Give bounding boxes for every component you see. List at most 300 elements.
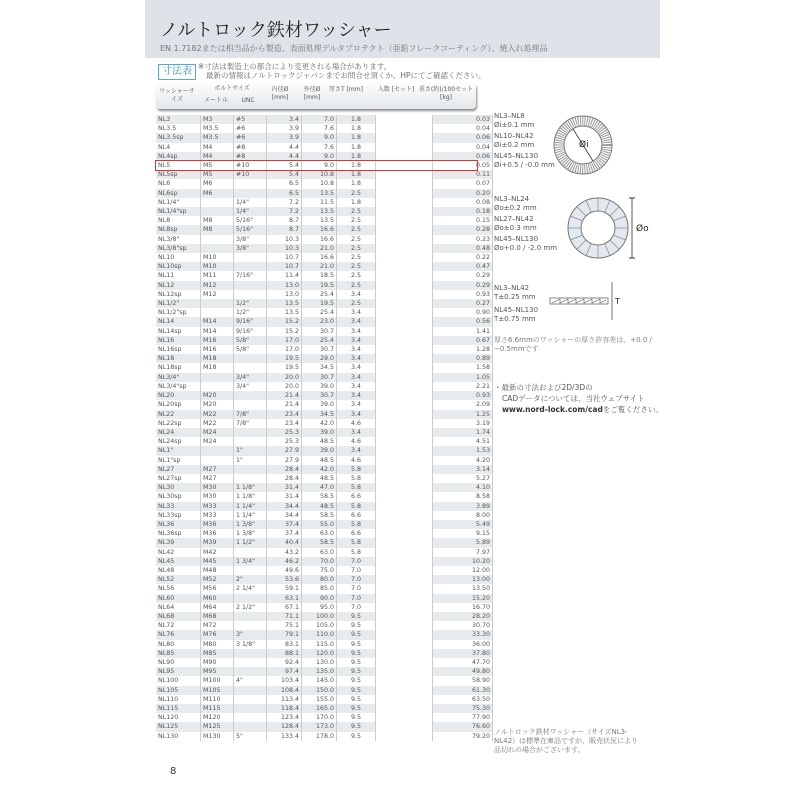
col-qty: 入数 [セット] (377, 86, 415, 93)
cad-note-line: ・最新の寸法および2D/3Dの (494, 383, 593, 392)
table-cell: 6.6 (337, 511, 376, 520)
table-cell (234, 189, 267, 198)
table-cell: 6.5 (267, 189, 302, 198)
table-cell: NL105 (156, 686, 201, 695)
table-cell (234, 667, 267, 676)
table-cell: NL1/2" (156, 299, 201, 308)
table-row (156, 317, 493, 326)
table-cell: M42 (201, 548, 234, 557)
table-cell: 7.6 (302, 143, 337, 152)
table-cell (234, 179, 267, 188)
table-row (156, 216, 493, 225)
table-cell: 135.0 (302, 667, 337, 676)
table-cell: 92.4 (267, 658, 302, 667)
table-cell: 79.1 (267, 630, 302, 639)
table-cell: M95 (201, 667, 234, 676)
table-cell: NL1" (156, 446, 201, 455)
table-cell: NL90 (156, 658, 201, 667)
table-cell: 7.2 (267, 207, 302, 216)
table-cell: 58.90 (433, 676, 493, 685)
table-cell: M20 (201, 400, 234, 409)
table-cell: 2 1/4" (234, 584, 267, 593)
table-row (156, 281, 493, 290)
tol-text: Øi+0.5 / -0.0 mm (494, 161, 555, 169)
table-cell: 0.06 (433, 133, 493, 142)
table-cell: M39 (201, 538, 234, 547)
table-cell (201, 373, 234, 382)
table-cell: 0.15 (433, 216, 493, 225)
table-cell: 1.58 (433, 363, 493, 372)
table-cell: 5.8 (337, 483, 376, 492)
tol-text: NL3–NL42 (494, 284, 530, 292)
table-cell: 103.4 (267, 676, 302, 685)
table-cell: 1/2" (234, 308, 267, 317)
table-cell: 13.0 (267, 290, 302, 299)
qty-cell (376, 456, 433, 465)
table-cell: 13.0 (267, 281, 302, 290)
qty-cell (376, 391, 433, 400)
table-cell: 88.1 (267, 649, 302, 658)
tol-text: Øo+0.0 / -2.0 mm (494, 244, 558, 252)
table-cell: M6 (201, 179, 234, 188)
table-row (156, 686, 493, 695)
table-cell: 19.5 (267, 363, 302, 372)
table-cell: 5" (234, 732, 267, 741)
table-cell: 20.0 (267, 373, 302, 382)
table-cell: 5.8 (337, 502, 376, 511)
table-cell: 33.30 (433, 630, 493, 639)
table-cell: 2.5 (337, 207, 376, 216)
table-cell: M52 (201, 575, 234, 584)
table-cell: 59.1 (267, 584, 302, 593)
table-cell (234, 612, 267, 621)
table-cell: M16 (201, 336, 234, 345)
table-row (156, 308, 493, 317)
table-cell: 3.4 (337, 317, 376, 326)
table-cell: 48.5 (302, 474, 337, 483)
table-cell: 21.4 (267, 400, 302, 409)
table-cell: 16.6 (302, 225, 337, 234)
table-cell: NL10sp (156, 262, 201, 271)
qty-cell (376, 649, 433, 658)
table-cell: NL3/8" (156, 235, 201, 244)
tol-text: NL45–NL130 (494, 306, 539, 314)
table-row (156, 557, 493, 566)
table-cell: 49.80 (433, 667, 493, 676)
table-cell: 4.6 (337, 456, 376, 465)
table-cell: NL95 (156, 667, 201, 676)
table-cell (234, 695, 267, 704)
table-cell: 1 3/4" (234, 557, 267, 566)
table-cell: M14 (201, 327, 234, 336)
col-unc: UNC (241, 97, 255, 104)
table-cell: 9.5 (337, 667, 376, 676)
table-cell: 3.4 (337, 373, 376, 382)
qty-cell (376, 216, 433, 225)
table-cell (234, 566, 267, 575)
table-row (156, 704, 493, 713)
table-cell (234, 437, 267, 446)
table-cell: 58.5 (302, 511, 337, 520)
table-row (156, 198, 493, 207)
table-cell: 0.06 (433, 152, 493, 161)
table-cell: 21.4 (267, 391, 302, 400)
table-cell: 75.0 (302, 566, 337, 575)
tol-text: NL10–NL42 (494, 132, 534, 140)
table-cell: 58.5 (302, 538, 337, 547)
qty-cell (376, 722, 433, 731)
table-cell: M11 (201, 271, 234, 280)
table-cell: 1.8 (337, 133, 376, 142)
table-cell: M45 (201, 557, 234, 566)
table-row (156, 400, 493, 409)
table-cell: 123.4 (267, 713, 302, 722)
table-cell: 8.7 (267, 225, 302, 234)
table-cell: 61.30 (433, 686, 493, 695)
table-cell: 15.2 (267, 317, 302, 326)
table-cell: NL85 (156, 649, 201, 658)
tol-text: Øi±0.1 mm (494, 121, 535, 129)
table-cell: 145.0 (302, 676, 337, 685)
cad-note-line: CADデータについては、当社ウェブサイト (502, 394, 645, 403)
table-row (156, 446, 493, 455)
table-row (156, 538, 493, 547)
table-cell: 39.0 (302, 428, 337, 437)
qty-cell (376, 115, 433, 124)
table-cell: 108.4 (267, 686, 302, 695)
qty-cell (376, 511, 433, 520)
table-cell: 17.0 (267, 345, 302, 354)
table-cell: 71.1 (267, 612, 302, 621)
tol-text: NL27–NL42 (494, 215, 534, 223)
table-cell: 9.5 (337, 658, 376, 667)
table-cell (201, 299, 234, 308)
qty-cell (376, 686, 433, 695)
table-cell: 9.5 (337, 713, 376, 722)
table-row (156, 262, 493, 271)
qty-cell (376, 584, 433, 593)
table-cell: 3.4 (337, 428, 376, 437)
table-cell: NL14 (156, 317, 201, 326)
table-cell: 31.4 (267, 492, 302, 501)
qty-cell (376, 419, 433, 428)
table-row (156, 143, 493, 152)
table-cell: 0.47 (433, 262, 493, 271)
table-cell: 13.5 (267, 299, 302, 308)
table-cell: 25.4 (302, 308, 337, 317)
table-cell: 9.5 (337, 621, 376, 630)
table-cell: 3.9 (267, 124, 302, 133)
table-cell: M125 (201, 722, 234, 731)
table-cell: 34.5 (302, 410, 337, 419)
table-cell: 128.4 (267, 722, 302, 731)
table-cell (234, 363, 267, 372)
table-cell: 3.4 (337, 400, 376, 409)
table-row (156, 133, 493, 142)
table-cell: 21.0 (302, 262, 337, 271)
table-cell: 1.8 (337, 124, 376, 133)
table-cell: 9.0 (302, 152, 337, 161)
table-cell: 10.20 (433, 557, 493, 566)
table-cell: NL27sp (156, 474, 201, 483)
table-cell: 0.56 (433, 317, 493, 326)
table-row (156, 713, 493, 722)
table-cell: 37.4 (267, 529, 302, 538)
col-weight: 重さ(約)/100セット [kg] (418, 86, 474, 101)
table-cell: 7.0 (302, 115, 337, 124)
table-row (156, 695, 493, 704)
table-cell (201, 235, 234, 244)
table-cell (234, 658, 267, 667)
qty-cell (376, 271, 433, 280)
table-cell: 3.4 (337, 391, 376, 400)
qty-cell (376, 299, 433, 308)
table-cell: M5 (201, 170, 234, 179)
table-cell: 3/8" (234, 235, 267, 244)
table-cell: NL36 (156, 520, 201, 529)
table-row (156, 336, 493, 345)
table-cell (201, 244, 234, 253)
qty-cell (376, 621, 433, 630)
table-cell: M10 (201, 262, 234, 271)
table-cell: 2.5 (337, 262, 376, 271)
table-cell: NL100 (156, 676, 201, 685)
table-cell: M3 (201, 115, 234, 124)
table-row (156, 465, 493, 474)
table-cell: 9.5 (337, 686, 376, 695)
qty-cell (376, 235, 433, 244)
qty-cell (376, 658, 433, 667)
qty-cell (376, 363, 433, 372)
table-cell: 173.0 (302, 722, 337, 731)
table-row (156, 594, 493, 603)
qty-cell (376, 566, 433, 575)
table-row (156, 382, 493, 391)
table-cell: 97.4 (267, 667, 302, 676)
table-row (156, 658, 493, 667)
table-row (156, 456, 493, 465)
table-cell: 13.00 (433, 575, 493, 584)
table-cell: 1 1/8" (234, 483, 267, 492)
tol-text: NL45–NL130 (494, 152, 539, 160)
table-row (156, 548, 493, 557)
table-cell: 6.6 (337, 529, 376, 538)
table-cell: NL68 (156, 612, 201, 621)
table-cell: 16.6 (302, 253, 337, 262)
table-cell: 0.23 (433, 235, 493, 244)
table-row (156, 391, 493, 400)
table-row (156, 640, 493, 649)
table-cell: 0.08 (433, 198, 493, 207)
table-cell: NL8sp (156, 225, 201, 234)
table-cell: 30.7 (302, 391, 337, 400)
table-row (156, 612, 493, 621)
table-cell: 39.0 (302, 400, 337, 409)
qty-cell (376, 594, 433, 603)
table-cell (201, 198, 234, 207)
table-row (156, 502, 493, 511)
table-cell: NL1/2"sp (156, 308, 201, 317)
table-cell: 2.5 (337, 253, 376, 262)
table-cell: 4.6 (337, 437, 376, 446)
table-cell: 23.4 (267, 410, 302, 419)
table-cell: 1.74 (433, 428, 493, 437)
cad-link[interactable]: www.nord-lock.com/cad (502, 405, 603, 414)
table-cell: 5.8 (337, 548, 376, 557)
table-cell: 9.5 (337, 630, 376, 639)
table-cell (234, 548, 267, 557)
table-cell: M5 (201, 161, 234, 170)
note-line: ※寸法は製造上の都合により変更される場合があります。 (198, 62, 392, 71)
table-cell: 80.0 (302, 575, 337, 584)
table-cell (234, 649, 267, 658)
table-cell: 0.22 (433, 253, 493, 262)
table-cell: NL10 (156, 253, 201, 262)
table-cell: 6.5 (267, 179, 302, 188)
table-row (156, 124, 493, 133)
col-washer: ワッシャーサイズ (159, 88, 195, 103)
tol-text: NL45–NL130 (494, 235, 539, 243)
qty-cell (376, 428, 433, 437)
table-header (156, 83, 476, 109)
table-cell: 0.20 (433, 189, 493, 198)
tol-text: T±0.25 mm (494, 293, 536, 301)
table-cell: 4" (234, 676, 267, 685)
tol-text: T±0.75 mm (494, 315, 536, 323)
table-cell (201, 308, 234, 317)
table-cell (234, 713, 267, 722)
table-cell: 39.0 (302, 382, 337, 391)
table-cell: 3.4 (337, 354, 376, 363)
table-cell: 75.1 (267, 621, 302, 630)
table-cell: 13.5 (267, 308, 302, 317)
table-cell: 2.5 (337, 216, 376, 225)
table-cell: NL1/4" (156, 198, 201, 207)
table-cell (234, 253, 267, 262)
table-cell: M30 (201, 483, 234, 492)
table-cell: #8 (234, 143, 267, 152)
table-row (156, 529, 493, 538)
table-cell: 23.0 (302, 317, 337, 326)
table-cell (234, 722, 267, 731)
table-cell: 4.20 (433, 456, 493, 465)
table-cell: 5.4 (267, 170, 302, 179)
table-cell (234, 621, 267, 630)
table-cell: 15.2 (267, 327, 302, 336)
table-row (156, 373, 493, 382)
table-cell: 0.28 (433, 225, 493, 234)
table-cell: 20.0 (267, 382, 302, 391)
qty-cell (376, 474, 433, 483)
table-cell: M90 (201, 658, 234, 667)
col-metric: メートル (203, 97, 228, 104)
cad-note (494, 382, 663, 415)
table-cell: #10 (234, 170, 267, 179)
table-cell: 75.30 (433, 704, 493, 713)
qty-cell (376, 161, 433, 170)
table-cell: 1.8 (337, 115, 376, 124)
stock-note: ノルトロック鉄材ワッシャー（サイズNL3-NL42）は標準在庫品ですが、販売状況により品切れの場合がございます。 (494, 728, 639, 754)
table-cell: M14 (201, 317, 234, 326)
table-cell: M12 (201, 290, 234, 299)
table-cell: 2.5 (337, 271, 376, 280)
table-cell: M105 (201, 686, 234, 695)
table-cell: 1 1/8" (234, 492, 267, 501)
table-row (156, 566, 493, 575)
table-cell: 3.4 (337, 308, 376, 317)
table-cell: 7.97 (433, 548, 493, 557)
table-cell: M22 (201, 419, 234, 428)
qty-cell (376, 133, 433, 142)
table-cell: NL11 (156, 271, 201, 280)
table-cell: 28.20 (433, 612, 493, 621)
table-cell: 2.21 (433, 382, 493, 391)
table-cell: 85.0 (302, 584, 337, 593)
table-cell: 5.4 (267, 161, 302, 170)
table-cell: 155.0 (302, 695, 337, 704)
table-cell: 9/16" (234, 317, 267, 326)
table-cell: 5/16" (234, 216, 267, 225)
table-cell: NL130 (156, 732, 201, 741)
table-cell: NL33sp (156, 511, 201, 520)
qty-cell (376, 170, 433, 179)
tol-text: Øo±0.2 mm (494, 204, 537, 212)
table-cell: 1 3/8" (234, 520, 267, 529)
table-cell: NL6sp (156, 189, 201, 198)
table-row (156, 354, 493, 363)
table-cell: 48.5 (302, 502, 337, 511)
qty-cell (376, 557, 433, 566)
table-cell: 0.04 (433, 143, 493, 152)
table-cell: 67.1 (267, 603, 302, 612)
table-cell: 3/8" (234, 244, 267, 253)
table-cell: 10.8 (302, 179, 337, 188)
qty-cell (376, 336, 433, 345)
table-cell: M76 (201, 630, 234, 639)
table-cell: 5.8 (337, 538, 376, 547)
table-row (156, 732, 493, 741)
table-cell: 21.0 (302, 244, 337, 253)
table-cell: 40.4 (267, 538, 302, 547)
table-cell: 0.29 (433, 281, 493, 290)
table-cell: 19.5 (302, 299, 337, 308)
table-cell: NL8 (156, 216, 201, 225)
table-cell: M30 (201, 492, 234, 501)
table-cell (234, 465, 267, 474)
table-tag: 寸法表 (158, 64, 196, 80)
page-subtitle: EN 1.7182または相当品から製造、表面処理デルタプロテクト（亜鉛フレークコーティング）、焼入れ処理品 (160, 44, 548, 53)
table-cell: NL52 (156, 575, 201, 584)
table-cell: 5.27 (433, 474, 493, 483)
table-cell: #6 (234, 133, 267, 142)
table-cell: M33 (201, 511, 234, 520)
thickness-tolerance (494, 284, 538, 324)
qty-cell (376, 345, 433, 354)
qty-cell (376, 410, 433, 419)
table-cell: 23.4 (267, 419, 302, 428)
table-cell: 34.4 (267, 502, 302, 511)
table-row (156, 437, 493, 446)
table-cell: 5/16" (234, 225, 267, 234)
qty-cell (376, 207, 433, 216)
table-cell: 3.4 (337, 363, 376, 372)
table-cell: 4.51 (433, 437, 493, 446)
table-cell: 7/8" (234, 410, 267, 419)
table-cell: 1 1/2" (234, 538, 267, 547)
table-cell (201, 207, 234, 216)
table-cell: 30.7 (302, 373, 337, 382)
table-cell: 4.6 (337, 419, 376, 428)
